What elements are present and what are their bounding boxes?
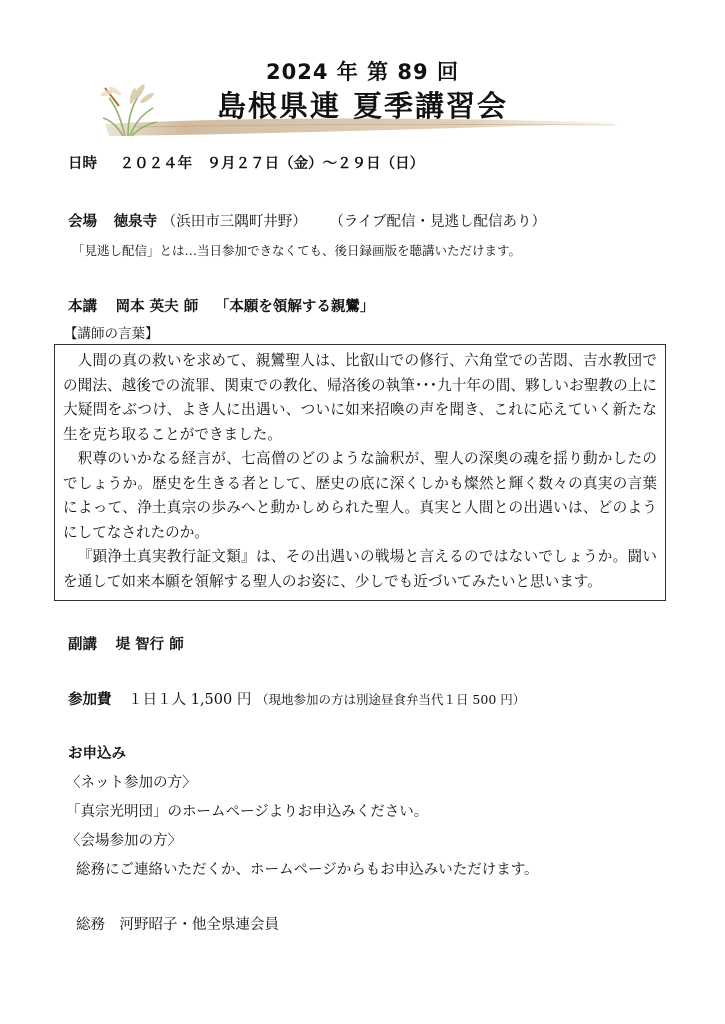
date-row — [68, 152, 424, 173]
fee-value: １日１人 1,500 円 — [128, 692, 252, 708]
venue-heading: 〈会場参加の方〉 — [66, 833, 182, 849]
fee-row — [68, 688, 525, 709]
venue-label: 会場 — [68, 214, 97, 230]
online-text: 「真宗光明団」のホームページよりお申込みください。 — [66, 804, 429, 820]
venue-application-text: 総務にご連絡いただくか、ホームページからもお申込みいただけます。 — [76, 862, 539, 878]
application-row — [68, 742, 126, 763]
sub-lecture-row — [68, 633, 184, 654]
main-lecture-label: 本講 — [68, 299, 97, 315]
venue-note: 「見逃し配信」とは…当日参加できなくても、後日録画版を聴講いただけます。 — [72, 243, 522, 258]
date-value: ２０２４年 ９月２７日（金）～２９日（日） — [119, 156, 425, 172]
lecturer-words-paragraph-2: 釈尊のいかなる経言が、七高僧のどのような論釈が、聖人の深奥の魂を揺り動かしたのでしょうか。歴史を生きる者として、歴史の底に深くしかも燦然と輝く数々の真実の言葉によって、浄土真宗の歩みへと動かしめられた聖人。真実と人間との出遇いは、どのようにしてなされたのか。 — [63, 450, 657, 541]
sub-lecture-lecturer: 堤 智行 師 — [115, 637, 184, 653]
staff-text: 総務 河野昭子・他全県連会員 — [76, 917, 279, 933]
lecturer-words-box — [54, 344, 666, 601]
event-title: 島根県連 夏季講習会 — [216, 89, 509, 123]
application-label: お申込み — [68, 746, 126, 762]
venue-row — [68, 210, 546, 231]
online-heading: 〈ネット参加の方〉 — [66, 775, 197, 791]
event-edition-title: 2024 年 第 89 回 — [266, 60, 459, 84]
venue-streaming: （ライブ配信・見逃し配信あり） — [329, 214, 546, 230]
lecturer-words-heading: 【講師の言葉】 — [64, 326, 159, 342]
venue-location: （浜田市三隅町井野） — [161, 214, 307, 230]
fee-note: （現地参加の方は別途昼食弁当代１日 500 円） — [255, 692, 526, 707]
main-lecture-title: 「本願を領解する親鸞」 — [214, 299, 375, 315]
sub-lecture-label: 副講 — [68, 637, 97, 653]
venue-name: 徳泉寺 — [113, 214, 158, 230]
lecturer-words-paragraph-1: 人間の真の救いを求めて、親鸞聖人は、比叡山での修行、六角堂での苦悶、吉水教団での聞法、越後での流罪、関東での教化、帰洛後の執筆･･･九十年の間、夥しいお聖教の上に大疑問をぶつけ、よき人に出遇い、ついに如来招喚の声を聞き、これに応えていく新たな生を克ち取ることができました。 — [63, 352, 657, 443]
lecturer-words-paragraph-3: 『顕浄土真実教行証文類』は、その出遇いの戦場と言えるのではないでしょうか。闘いを通して如来本願を領解する聖人のお姿に、少しでも近づいてみたいと思います。 — [63, 548, 657, 590]
date-label: 日時 — [68, 156, 97, 172]
fee-label: 参加費 — [68, 692, 112, 708]
main-lecture-row — [68, 295, 374, 316]
main-lecture-lecturer: 岡本 英夫 師 — [115, 299, 199, 315]
